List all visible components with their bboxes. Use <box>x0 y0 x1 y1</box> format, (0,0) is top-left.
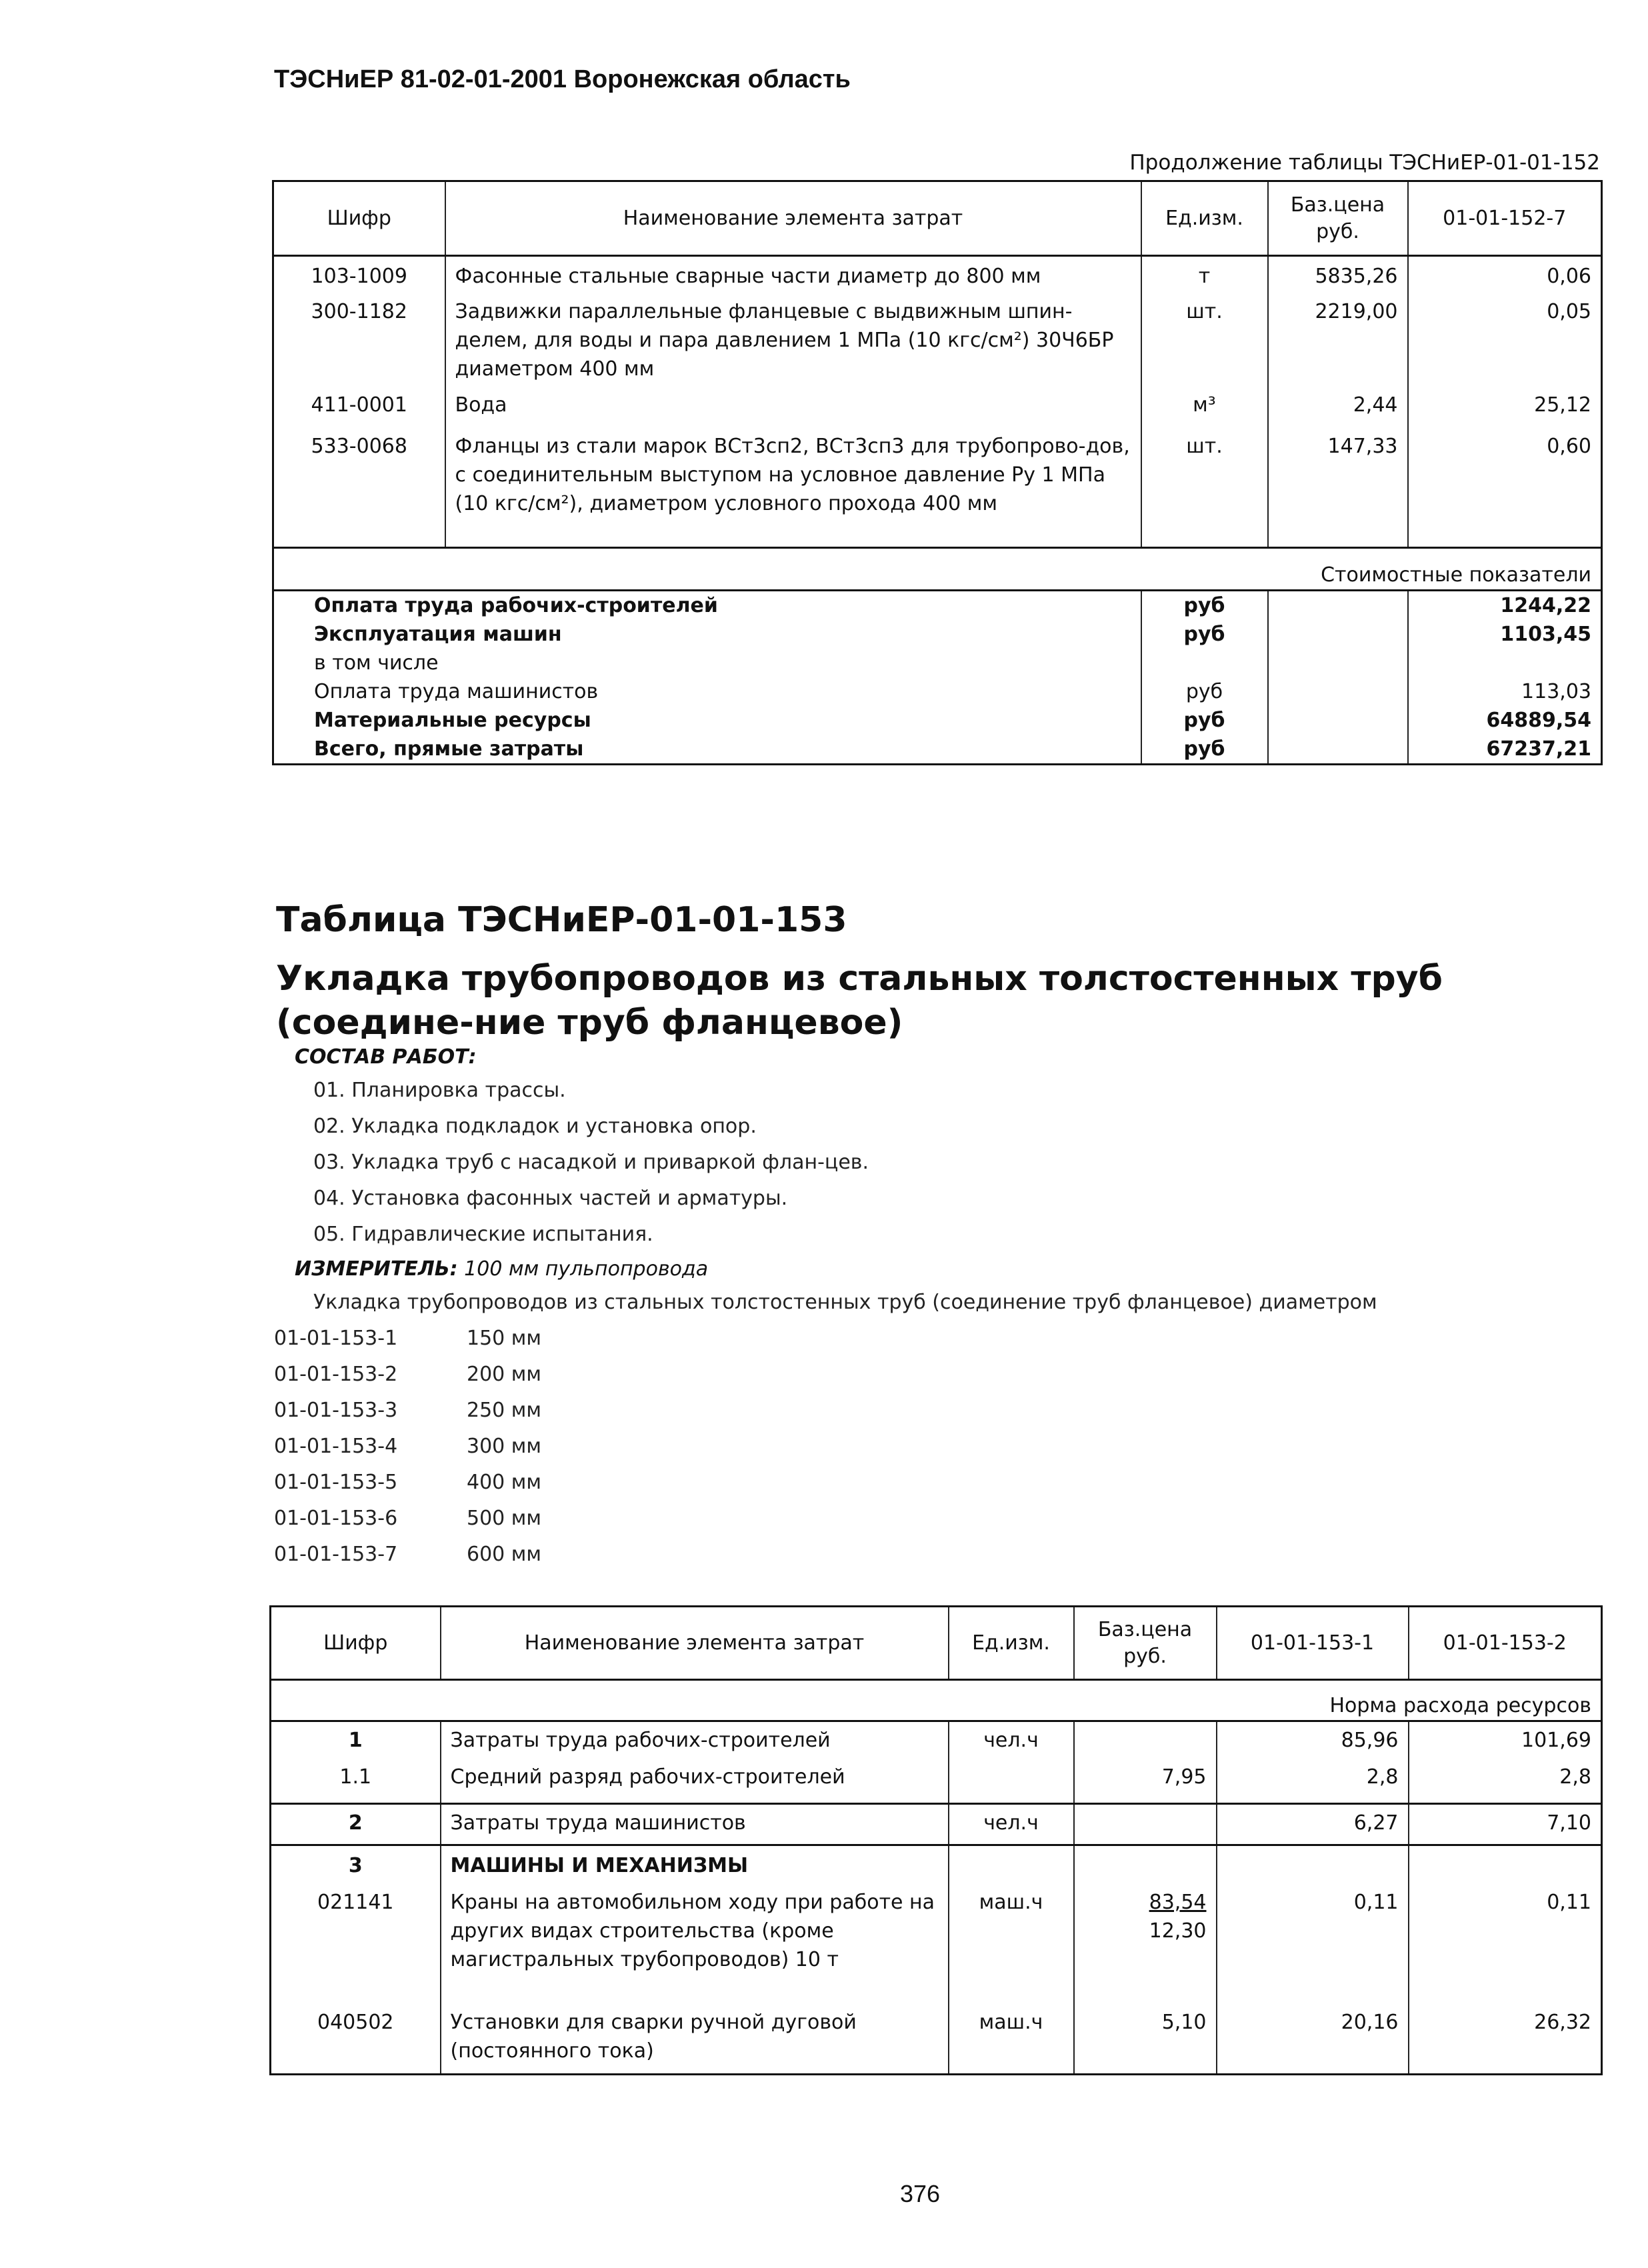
diameter-code: 01-01-153-2 <box>274 1363 398 1386</box>
page-number: 376 <box>900 2180 941 2207</box>
table-row: 040502 Установки для сварки ручной дуговой (постоянного тока) маш.ч 5,10 20,16 26,32 <box>271 2008 1602 2075</box>
diameter-code: 01-01-153-6 <box>274 1507 398 1530</box>
header-price: Баз.цена руб. <box>1268 181 1408 256</box>
header-code: Шифр <box>273 181 445 256</box>
cost-row: Оплата труда рабочих-строителей руб 1244,22 <box>273 591 1602 621</box>
diameter-size: 300 мм <box>467 1435 542 1458</box>
diameter-code: 01-01-153-3 <box>274 1399 398 1422</box>
cost-row: Оплата труда машинистов руб 113,03 <box>273 677 1602 706</box>
table-row: 021141 Краны на автомобильном ходу при работе на других видах строительства (кроме магистральных трубопроводов) 10 т маш.ч 83,54 12,30 0,11 0,11 <box>271 1888 1602 2008</box>
table-row: 1.1 Средний разряд рабочих-строителей 7,95 2,8 2,8 <box>271 1763 1602 1804</box>
table-row: 533-0068 Фланцы из стали марок ВСт3сп2, ВСт3сп3 для трубопрово-дов, с соединительным выступом на условное давление Ру 1 МПа (10 кгс/см²), диаметром условного прохода 400 мм шт. 147,33 0,60 <box>273 432 1602 548</box>
works-label: СОСТАВ РАБОТ: <box>295 1045 477 1069</box>
header-price: Баз.цена руб. <box>1074 1607 1217 1680</box>
diameter-size: 500 мм <box>467 1507 542 1530</box>
header-norm: 01-01-152-7 <box>1408 181 1602 256</box>
norm-caption: Норма расхода ресурсов <box>271 1680 1602 1721</box>
table-title: Таблица ТЭСНиЕР-01-01-153 <box>276 900 847 940</box>
diameter-code: 01-01-153-1 <box>274 1327 398 1350</box>
work-item: 01. Планировка трассы. <box>313 1079 566 1102</box>
header-name: Наименование элемента затрат <box>445 181 1141 256</box>
measure-value: 100 мм пульпопровода <box>464 1257 709 1281</box>
price-primary: 83,54 <box>1149 1890 1207 1914</box>
table-row: 1 Затраты труда рабочих-строителей чел.ч 85,96 101,69 <box>271 1721 1602 1763</box>
table-row: 300-1182 Задвижки параллельные фланцевые с выдвижным шпин-делем, для воды и пара давлением 1 МПа (10 кгс/см²) 30Ч6БР диаметром 400 мм шт. 2219,00 0,05 <box>273 297 1602 391</box>
continuation-caption: Продолжение таблицы ТЭСНиЕР-01-01-152 <box>1129 151 1600 175</box>
work-item: 02. Укладка подкладок и установка опор. <box>313 1115 757 1138</box>
section-title: Укладка трубопроводов из стальных толстостенных труб (соедине-ние труб фланцевое) <box>276 959 1443 1043</box>
header-norm-2: 01-01-153-2 <box>1409 1607 1602 1680</box>
diameter-size: 600 мм <box>467 1543 542 1566</box>
cost-row: Материальные ресурсы руб 64889,54 <box>273 706 1602 735</box>
header-unit: Ед.изм. <box>949 1607 1074 1680</box>
running-header: ТЭСНиЕР 81-02-01-2001 Воронежская область <box>274 65 851 93</box>
work-item: 03. Укладка труб с насадкой и приваркой флан-цев. <box>313 1151 869 1174</box>
work-item: 05. Гидравлические испытания. <box>313 1223 653 1246</box>
diameter-code: 01-01-153-7 <box>274 1543 398 1566</box>
cost-caption: Стоимостные показатели <box>273 548 1602 591</box>
table-row: 2 Затраты труда машинистов чел.ч 6,27 7,10 <box>271 1804 1602 1845</box>
description: Укладка трубопроводов из стальных толстостенных труб (соединение труб фланцевое) диаметром <box>313 1291 1377 1314</box>
resource-table-152 <box>272 180 1603 765</box>
header-name: Наименование элемента затрат <box>441 1607 949 1680</box>
measure-line <box>295 1257 708 1281</box>
diameter-size: 150 мм <box>467 1327 542 1350</box>
resource-table-153 <box>269 1605 1603 2075</box>
measure-label: ИЗМЕРИТЕЛЬ: <box>295 1257 458 1281</box>
header-unit: Ед.изм. <box>1141 181 1268 256</box>
diameter-size: 400 мм <box>467 1471 542 1494</box>
cost-row: Всего, прямые затраты руб 67237,21 <box>273 735 1602 765</box>
header-code: Шифр <box>271 1607 441 1680</box>
work-item: 04. Установка фасонных частей и арматуры. <box>313 1187 788 1210</box>
table-row: 103-1009 Фасонные стальные сварные части диаметр до 800 мм т 5835,26 0,06 <box>273 256 1602 297</box>
diameter-size: 200 мм <box>467 1363 542 1386</box>
table-row: 3 МАШИНЫ И МЕХАНИЗМЫ <box>271 1845 1602 1888</box>
cost-row: в том числе <box>273 649 1602 677</box>
diameter-code: 01-01-153-4 <box>274 1435 398 1458</box>
cost-row: Эксплуатация машин руб 1103,45 <box>273 620 1602 649</box>
price-secondary: 12,30 <box>1149 1919 1207 1943</box>
header-norm-1: 01-01-153-1 <box>1217 1607 1409 1680</box>
table-row: 411-0001 Вода м³ 2,44 25,12 <box>273 391 1602 432</box>
diameter-code: 01-01-153-5 <box>274 1471 398 1494</box>
diameter-size: 250 мм <box>467 1399 542 1422</box>
